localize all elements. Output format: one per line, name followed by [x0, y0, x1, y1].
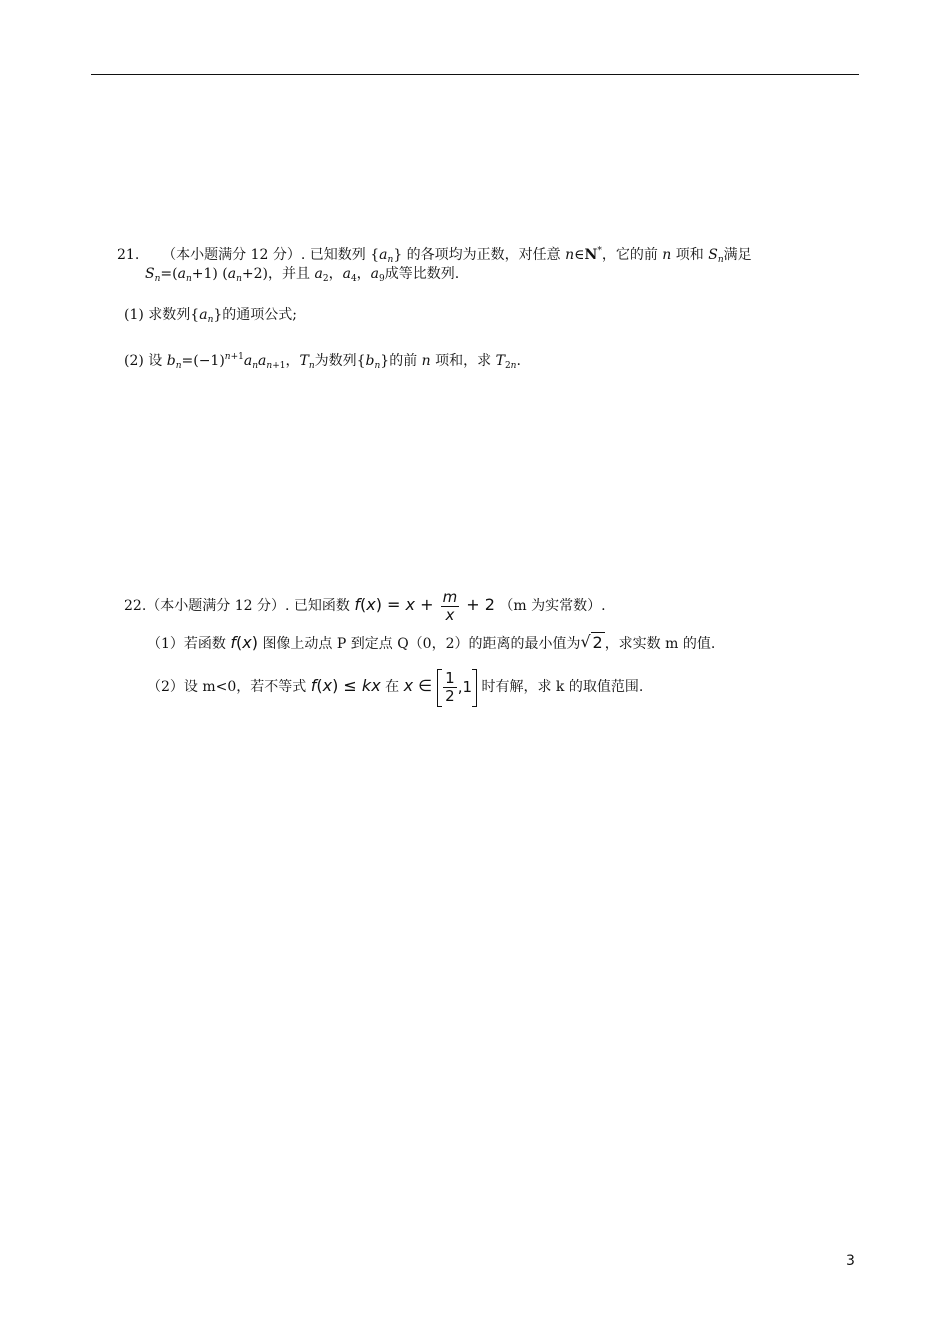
q22-intro: （本小题满分 12 分）. 已知函数	[146, 598, 350, 614]
page-number: 3	[846, 1253, 855, 1269]
m-over-x-fraction: $\frac{m}{x}$	[442, 587, 458, 624]
q22-number: 22.	[124, 598, 147, 614]
header-rule	[91, 74, 859, 75]
q22-tail: （m 为实常数）.	[499, 598, 606, 614]
q21-part2: (2) 设 $b_n=(-1)^{n+1}a_na_{n+1}$，$T_n$为数列$\{b_n\}$的前 n 项和，求 $T_{2n}$.	[124, 352, 521, 371]
q22-part2: （2）设 m<0，若不等式 f(x) ≤ kx 在 x ∈ $\frac{1}{2}$ ,1 时有解，求 k 的取值范围.	[147, 669, 644, 705]
q21-line2: $S_n=(a_n+1)$ $(a_n+2)$，并且 $a_2$，$a_4$，$a_9$成等比数列.	[145, 266, 460, 284]
q22-formula: f	[354, 595, 360, 614]
q22-part1: （1）若函数 f(x) 图像上动点 P 到定点 Q（0，2）的距离的最小值为 √ 2 ，求实数 m 的值.	[147, 632, 716, 652]
interval-bracket: $\frac{1}{2}$ ,1	[437, 667, 477, 707]
sqrt-two: √ 2	[580, 632, 603, 652]
q21-number: 21.	[117, 247, 140, 263]
q21-intro: （本小题满分 12 分）. 已知数列 $\{a_n\}$ 的各项均为正数，对任意 n∈N*，它的前 n 项和 $S_n$满足	[162, 246, 752, 265]
q21-part1: (1) 求数列$\{a_n\}$的通项公式;	[124, 307, 297, 325]
q22-line1: 22.（本小题满分 12 分）. 已知函数 f(x) = x + $\frac{m}{x}$ + 2 （m 为实常数）.	[124, 587, 606, 624]
